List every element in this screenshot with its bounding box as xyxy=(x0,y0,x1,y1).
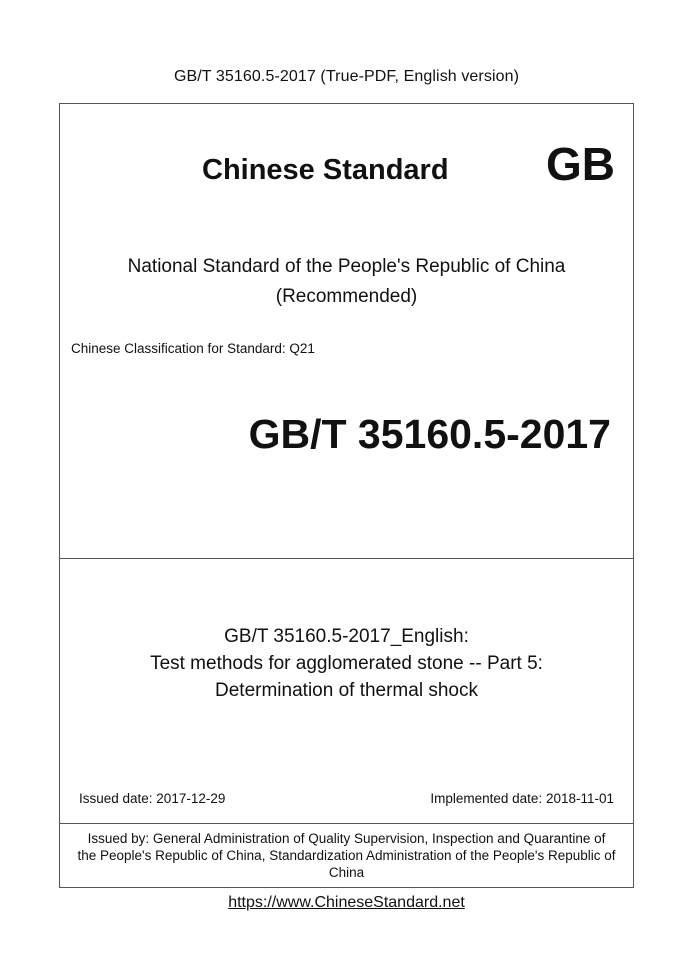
website-link[interactable]: https://www.ChineseStandard.net xyxy=(228,894,465,911)
issuer-line-2: the People's Republic of China, Standardization Administration of the People's Republic of xyxy=(77,848,616,863)
standard-number: GB/T 35160.5-2017 xyxy=(248,411,611,457)
document-title xyxy=(60,623,633,704)
document-title-line-1: GB/T 35160.5-2017_English: xyxy=(224,626,469,647)
issued-date: Issued date: 2017-12-29 xyxy=(79,791,226,806)
document-title-line-2: Test methods for agglomerated stone -- Part 5: xyxy=(150,653,543,674)
issuer-line-3: China xyxy=(328,865,365,880)
implemented-date: Implemented date: 2018-11-01 xyxy=(430,791,614,806)
national-line-1: National Standard of the People's Republic of China xyxy=(127,256,566,277)
classification-text: Chinese Classification for Standard: Q21 xyxy=(71,341,315,356)
document-title-line-3: Determination of thermal shock xyxy=(215,680,478,701)
page-header: GB/T 35160.5-2017 (True-PDF, English version) xyxy=(173,68,520,85)
national-line-2: (Recommended) xyxy=(275,286,418,307)
cover-top-section xyxy=(60,104,633,559)
national-standard-text xyxy=(60,252,633,312)
cover-issuer-section xyxy=(60,824,633,887)
issuer-text xyxy=(60,830,633,881)
gb-badge: GB xyxy=(546,138,615,190)
cover-middle-section xyxy=(60,559,633,824)
issuer-line-1: Issued by: General Administration of Quality Supervision, Inspection and Quarantine of xyxy=(87,831,606,846)
cover-title: Chinese Standard xyxy=(202,154,449,186)
cover-frame xyxy=(59,103,634,888)
